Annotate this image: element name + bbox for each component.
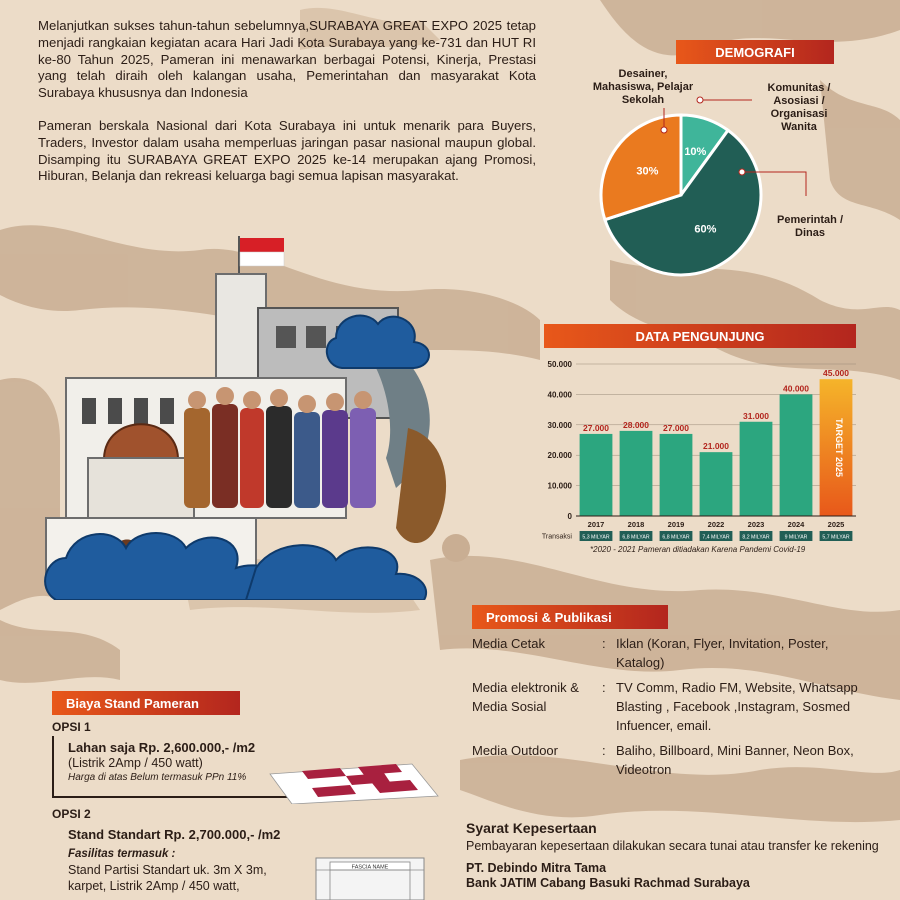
syarat-kepesertaan <box>466 820 886 891</box>
x-tick-label: 2018 <box>627 520 645 529</box>
pie-label-desainer: Desainer, Mahasiswa, Pelajar Sekolah <box>592 68 694 106</box>
target-label: TARGET 2025 <box>834 418 844 478</box>
bar-value-label: 45.000 <box>823 368 849 379</box>
transaksi-value: 5,3 MILYAR <box>582 534 610 541</box>
pie-slice-desainer-value: 30% <box>636 165 659 178</box>
transaksi-value: 9 MILYAR <box>784 534 808 541</box>
pie-slice-komunitas-value: 10% <box>684 145 707 158</box>
opsi2-fasilitas: Fasilitas termasuk : <box>68 848 176 860</box>
bar-value-label: 31.000 <box>743 410 769 421</box>
fascia-name-text: FASCIA NAME <box>351 864 389 871</box>
y-tick-label: 10.000 <box>547 481 572 491</box>
transaksi-value: 7,4 MILYAR <box>702 534 730 541</box>
syarat-title: Syarat Kepesertaan <box>466 820 597 836</box>
y-tick-label: 0 <box>567 512 572 521</box>
x-tick-label: 2023 <box>747 520 765 529</box>
promosi-list <box>472 634 872 785</box>
standard-booth-icon <box>310 856 430 900</box>
chart-note: *2020 - 2021 Pameran ditiadakan Karena Pandemi Covid-19 <box>590 545 806 554</box>
pie-label-pemerintah: Pemerintah / Dinas <box>776 214 844 239</box>
opsi1-title: OPSI 1 <box>52 720 91 734</box>
y-tick-label: 50.000 <box>547 360 572 369</box>
bar-value-label: 27.000 <box>583 422 609 433</box>
promosi-row-outdoor: Media Outdoor : Baliho, Billboard, Mini Banner, Neon Box, Videotron <box>472 743 854 777</box>
bar-2017 <box>580 434 613 516</box>
demografi-title: DEMOGRAFI <box>676 40 834 64</box>
pie-slice-pemerintah-value: 60% <box>694 223 717 236</box>
bar-value-label: 27.000 <box>663 422 689 433</box>
bar-2024 <box>780 394 813 516</box>
x-tick-label: 2017 <box>587 520 605 529</box>
promosi-title: Promosi & Publikasi <box>472 605 668 629</box>
carpet-floor-icon <box>262 760 442 804</box>
syarat-bank: Bank JATIM Cabang Basuki Rachmad Surabaya <box>466 875 750 890</box>
syarat-description: Pembayaran kepesertaan dilakukan secara tunai atau transfer ke rekening <box>466 839 879 853</box>
promosi-row-elektronik: Media elektronik & Media Sosial : TV Comm, Radio FM, Website, Whatsapp Blasting , Facebook ,Instagram, Sosmed Infuencer, email. <box>472 680 858 733</box>
bar-value-label: 21.000 <box>703 441 729 452</box>
bar-2019 <box>660 434 693 516</box>
surabaya-building-illustration <box>36 228 472 600</box>
syarat-company: PT. Debindo Mitra Tama <box>466 860 607 875</box>
opsi1-note: Harga di atas Belum termasuk PPn 11% <box>68 772 247 783</box>
transaksi-label: Transaksi <box>541 533 572 541</box>
x-tick-label: 2025 <box>827 520 845 529</box>
intro-text <box>38 18 536 201</box>
pie-label-komunitas: Komunitas / Asosiasi / Organisasi Wanita <box>767 82 831 133</box>
transaksi-value: 5,7 MILYAR <box>822 534 850 541</box>
transaksi-value: 6,8 MILYAR <box>662 534 690 541</box>
y-tick-label: 20.000 <box>547 451 572 461</box>
transaksi-value: 8,2 MILYAR <box>742 534 770 541</box>
y-tick-label: 30.000 <box>547 420 572 430</box>
opsi1-listrik: (Listrik 2Amp / 450 watt) <box>68 756 203 770</box>
bar-value-label: 28.000 <box>623 419 649 430</box>
bar-value-label: 40.000 <box>783 383 809 394</box>
bar-2022 <box>700 452 733 516</box>
promosi-row-cetak: Media Cetak : Iklan (Koran, Flyer, Invitation, Poster, Katalog) <box>472 636 829 670</box>
x-tick-label: 2019 <box>667 520 685 529</box>
opsi2-title: OPSI 2 <box>52 807 91 821</box>
y-tick-label: 40.000 <box>547 390 572 400</box>
transaksi-value: 6,8 MILYAR <box>622 534 650 541</box>
intro-paragraph-1: Melanjutkan sukses tahun-tahun sebelumnya,SURABAYA GREAT EXPO 2025 tetap menjadi rangkaian kegiatan acara Hari Jadi Kota Surabaya yang ke-731 dan HUT RI ke-80 Tahun 2025, Pameran ini menawarkan berbagai Potensi, Kinerja, Prestasi yang telah diraih oleh kalangan usaha, Pemerintahan dan masyarakat Kota Surabaya khususnya dan Indonesia <box>38 18 536 101</box>
visitor-bar-chart <box>530 352 870 552</box>
x-tick-label: 2022 <box>707 520 725 529</box>
opsi1-price: Lahan saja Rp. 2,600.000,- /m2 <box>68 740 256 755</box>
bar-2018 <box>620 431 653 516</box>
biaya-title: Biaya Stand Pameran <box>52 691 240 715</box>
data-pengunjung-title: DATA PENGUNJUNG <box>544 324 856 348</box>
x-tick-label: 2024 <box>787 520 805 529</box>
opsi2-line2: karpet, Listrik 2Amp / 450 watt, <box>68 879 240 893</box>
opsi2-price: Stand Standart Rp. 2,700.000,- /m2 <box>68 827 281 842</box>
demografi-pie-chart <box>596 110 766 280</box>
intro-paragraph-2: Pameran berskala Nasional dari Kota Surabaya ini untuk menarik para Buyers, Traders, Investor dalam usaha memperluas jaringan pasar nasional maupun global. Disamping itu SURABAYA GREAT EXPO 2025 ke-14 merupakan ajang Promosi, Hiburan, Belanja dan rekreasi keluarga bagi semua lapisan masyarakat. <box>38 117 536 184</box>
bar-2023 <box>740 422 773 516</box>
opsi2-line1: Stand Partisi Standart uk. 3m X 3m, <box>68 863 267 877</box>
